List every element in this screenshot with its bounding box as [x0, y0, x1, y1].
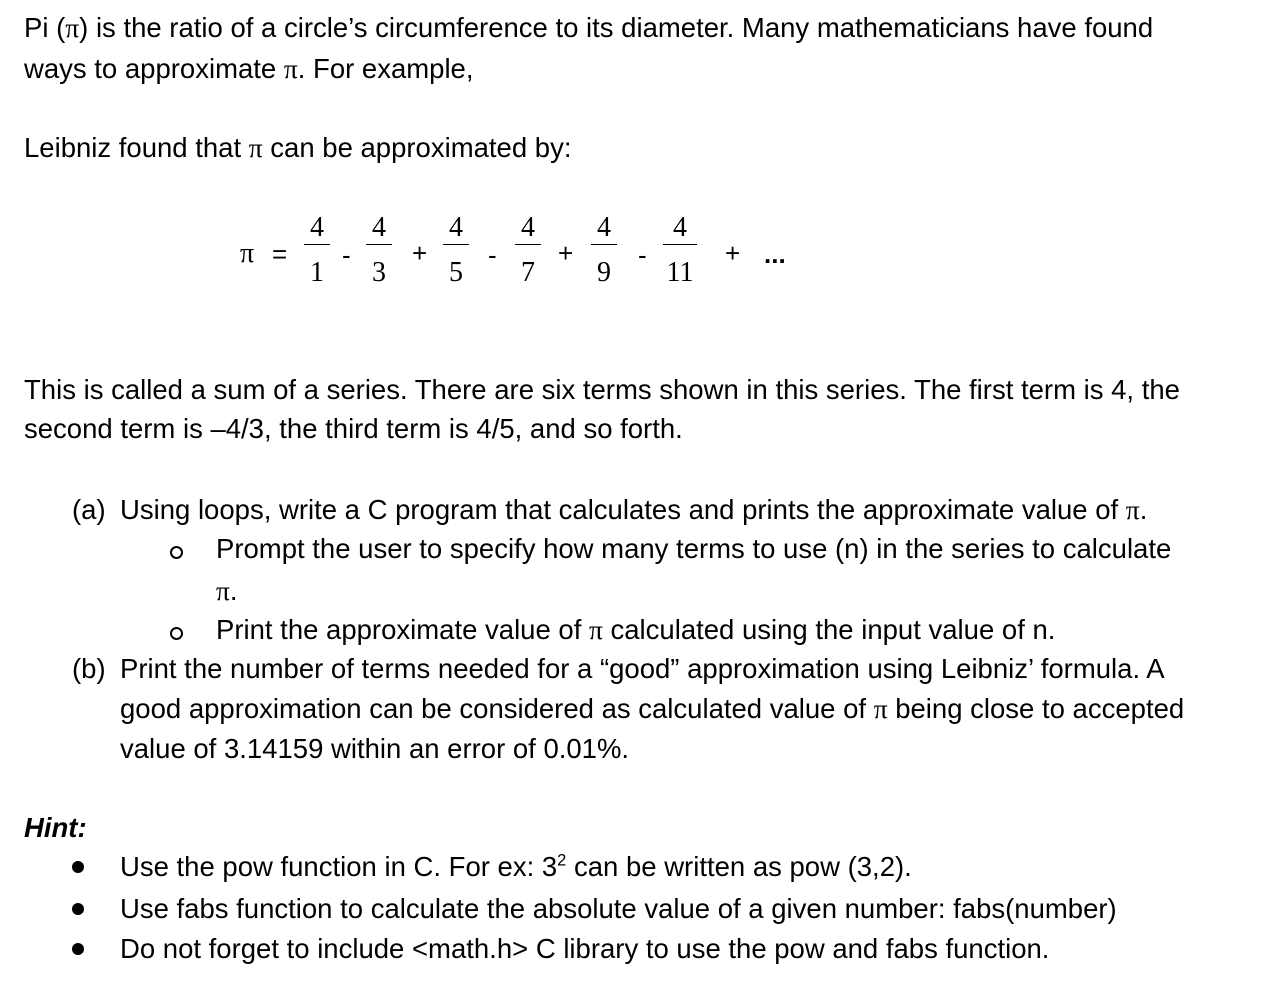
part-a-label: (a) — [72, 494, 106, 525]
fraction-bar — [304, 244, 330, 245]
pi-symbol: π — [283, 53, 298, 84]
part-b-line-1: Print the number of terms needed for a “good” approximation using Leibniz’ formula. A — [120, 653, 1165, 684]
fraction-bar — [591, 244, 617, 245]
part-a-sub2-text: Print the approximate value of — [216, 614, 589, 645]
bullet-icon — [72, 903, 84, 915]
term-denominator: 1 — [310, 257, 324, 288]
superscript: 2 — [557, 851, 567, 870]
series-line-1: This is called a sum of a series. There are six terms shown in this series. The first term is 4, the — [24, 374, 1180, 405]
part-a-text-segment: . — [1139, 494, 1148, 525]
operator: + — [412, 238, 428, 268]
operator: - — [488, 240, 497, 270]
pi-symbol: π — [248, 132, 263, 163]
fraction-bar — [443, 244, 469, 245]
intro-text: Pi ( — [24, 12, 66, 43]
operator: - — [638, 240, 647, 270]
operator: + — [558, 238, 574, 268]
circle-bullet-icon — [170, 627, 183, 640]
formula-ellipsis: ... — [764, 239, 786, 269]
fraction-bar — [663, 244, 697, 245]
hint-item-2: Use fabs function to calculate the absolute value of a given number: fabs(number) — [120, 893, 1117, 924]
fraction-bar — [515, 244, 541, 245]
part-b-line-3: value of 3.14159 within an error of 0.01%. — [120, 733, 630, 764]
part-a-sub2-text: calculated using the input value of n. — [602, 614, 1056, 645]
operator: - — [342, 240, 351, 270]
pi-symbol: π — [65, 12, 80, 43]
term-numerator: 4 — [597, 212, 611, 243]
pi-symbol: π — [873, 693, 888, 724]
bullet-icon — [72, 943, 84, 955]
term-numerator: 4 — [521, 212, 535, 243]
formula-lhs: π — [240, 238, 255, 269]
term-numerator: 4 — [673, 212, 687, 243]
hint-item-text: Use the pow function in C. For ex: 3 — [120, 851, 558, 882]
hint-item-text: can be written as pow (3,2). — [566, 851, 912, 882]
intro-text: ways to approximate — [24, 53, 284, 84]
term-denominator: 9 — [597, 257, 611, 288]
hint-title: Hint: — [24, 812, 87, 843]
part-a-sub2 — [216, 616, 1055, 644]
term-denominator: 7 — [521, 257, 535, 288]
part-a-sub1-line1: Prompt the user to specify how many terms to use (n) in the series to calculate — [216, 533, 1172, 564]
operator: + — [725, 238, 741, 268]
part-b-line-2 — [120, 695, 1184, 723]
pi-symbol: π — [1125, 494, 1140, 525]
term-denominator: 11 — [666, 257, 694, 288]
pi-symbol: π — [216, 575, 230, 606]
term-denominator: 5 — [449, 257, 463, 288]
formula-equals: = — [272, 239, 288, 269]
intro-text: ) is the ratio of a circle’s circumference to its diameter. Many mathematicians have found — [79, 12, 1154, 43]
intro-text: . For example, — [297, 53, 474, 84]
part-b-label: (b) — [72, 653, 106, 684]
part-b-text: good approximation can be considered as calculated value of — [120, 693, 874, 724]
part-a-text — [120, 496, 1147, 524]
part-a-sub1-end: . — [229, 575, 238, 606]
hint-item-1 — [120, 853, 912, 881]
leibniz-formula — [0, 0, 1272, 330]
leibniz-text: can be approximated by: — [262, 132, 572, 163]
bullet-icon — [72, 861, 84, 873]
term-numerator: 4 — [310, 212, 324, 243]
part-a-text-segment: Using loops, write a C program that calculates and prints the approximate value of — [120, 494, 1126, 525]
part-a-sub1-line2 — [216, 577, 238, 605]
part-b-text: being close to accepted — [887, 693, 1185, 724]
hint-item-3: Do not forget to include <math.h> C library to use the pow and fabs function. — [120, 933, 1050, 964]
term-denominator: 3 — [372, 257, 386, 288]
term-numerator: 4 — [449, 212, 463, 243]
circle-bullet-icon — [170, 546, 183, 559]
pi-symbol: π — [588, 614, 603, 645]
term-numerator: 4 — [372, 212, 386, 243]
series-line-2: second term is –4/3, the third term is 4/5, and so forth. — [24, 413, 683, 444]
fraction-bar — [366, 244, 392, 245]
leibniz-text: Leibniz found that — [24, 132, 249, 163]
